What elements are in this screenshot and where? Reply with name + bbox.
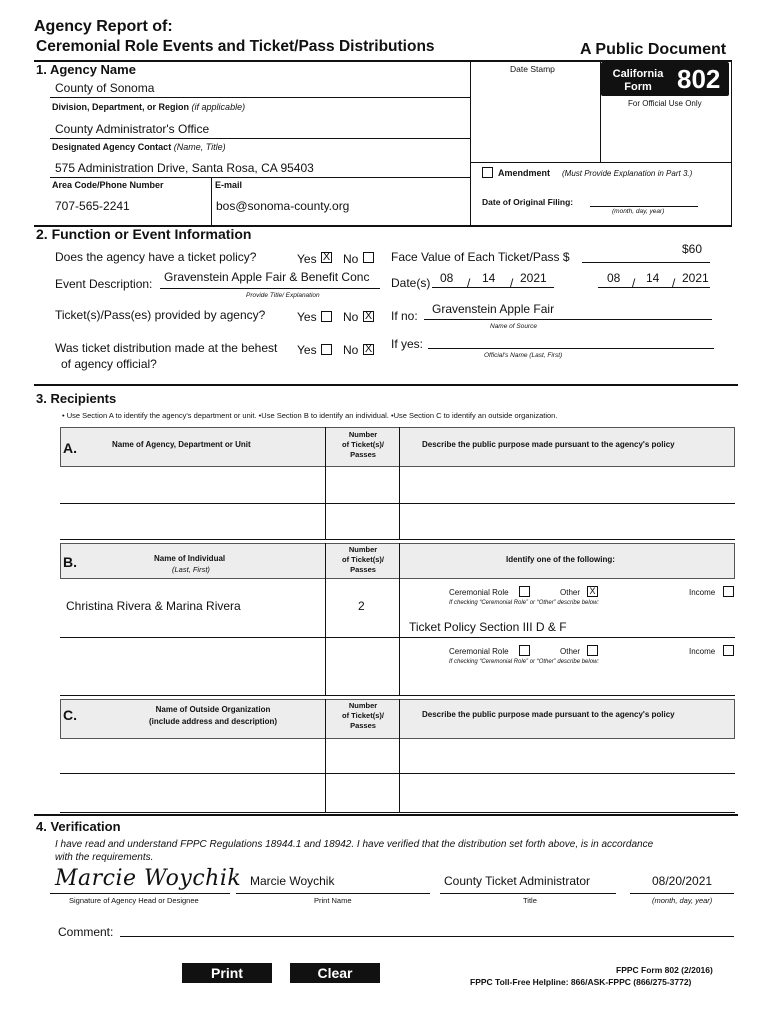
face-value-field[interactable]: $60 (682, 242, 703, 256)
section3-note: • Use Section A to identify the agency's department or unit. •Use Section B to identify an individual. •Use Section C to identify an outside organization. (62, 411, 558, 420)
agency-name-field[interactable]: County of Sonoma (55, 81, 155, 95)
signature-label: Signature of Agency Head or Designee (69, 896, 199, 905)
source-name-hint: Name of Source (490, 323, 537, 330)
table-c-col1: Name of Outside Organization (include address and description) (148, 705, 278, 726)
email-label: E-mail (215, 180, 243, 190)
comment-label: Comment: (58, 925, 114, 939)
original-filing-label: Date of Original Filing: (482, 197, 574, 207)
section2-title: 2. Function or Event Information (36, 226, 252, 242)
policy-no-label: No (343, 252, 359, 266)
recipient-count-1[interactable]: 2 (358, 599, 365, 613)
behest-question-line2: of agency official? (61, 357, 157, 371)
table-b-col1: Name of Individual (154, 554, 226, 563)
section4-title: 4. Verification (36, 819, 121, 834)
phone-label: Area Code/Phone Number (52, 180, 164, 190)
clear-button[interactable]: Clear (290, 963, 380, 983)
footer-form-id: FPPC Form 802 (2/2016) (616, 965, 713, 975)
behest-yes-label: Yes (297, 343, 317, 357)
source-name-field[interactable]: Gravenstein Apple Fair (432, 302, 555, 316)
amendment-label: Amendment (498, 168, 551, 178)
report-title-line2: Ceremonial Role Events and Ticket/Pass Distributions (36, 38, 435, 55)
dates-label: Date(s) (391, 276, 431, 290)
signed-date-label: (month, day, year) (652, 896, 713, 905)
if-yes-label: If yes: (391, 337, 424, 351)
verification-statement-1: I have read and understand FPPC Regulations 18944.1 and 18942. I have verified that the distribution set forth above, is in accordance (55, 839, 654, 850)
date2-month[interactable]: 08 (607, 271, 621, 285)
table-b-col3: Identify one of the following: (506, 555, 615, 564)
section3-title: 3. Recipients (36, 391, 117, 406)
provided-yes-checkbox[interactable] (321, 311, 332, 322)
section1-title: 1. Agency Name (36, 62, 136, 77)
footer-helpline: FPPC Toll-Free Helpline: 866/ASK-FPPC (866/275-3772) (470, 977, 692, 987)
table-b-letter: B. (63, 554, 77, 570)
row2-describe-note: If checking “Ceremonial Role” or “Other” describe below: (449, 659, 600, 665)
table-b-col1-sub: (Last, First) (172, 565, 210, 574)
tickets-provided-question: Ticket(s)/Pass(es) provided by agency? (55, 308, 266, 322)
row2-other-checkbox[interactable] (587, 645, 598, 656)
recipient-purpose-1[interactable]: Ticket Policy Section III D & F (409, 620, 567, 634)
row2-ceremonial-label: Ceremonial Role (449, 647, 509, 656)
provided-yes-label: Yes (297, 310, 317, 324)
report-title-line1: Agency Report of: (34, 18, 173, 35)
table-a-col1: Name of Agency, Department or Unit (112, 440, 251, 449)
face-value-label: Face Value of Each Ticket/Pass $ (391, 250, 570, 264)
email-field[interactable]: bos@sonoma-county.org (216, 199, 350, 213)
behest-no-label: No (343, 343, 359, 357)
policy-yes-label: Yes (297, 252, 317, 266)
title-field[interactable]: County Ticket Administrator (444, 874, 591, 888)
behest-no-checkbox[interactable]: X (364, 343, 373, 355)
date2-year[interactable]: 2021 (682, 271, 709, 285)
event-description-field[interactable]: Gravenstein Apple Fair & Benefit Conc (164, 270, 370, 284)
table-b-col2: Number of Ticket(s)/ Passes (342, 545, 384, 574)
row1-income-checkbox[interactable] (723, 586, 734, 597)
official-use-label: For Official Use Only (628, 99, 702, 108)
phone-field[interactable]: 707-565-2241 (55, 199, 130, 213)
event-description-label: Event Description: (55, 277, 153, 291)
signature-image: Marcie Woychik (55, 866, 242, 891)
provided-no-checkbox[interactable]: X (364, 310, 373, 322)
row2-other-label: Other (560, 647, 581, 656)
date2-sep1: / (632, 276, 636, 290)
original-filing-hint: (month, day, year) (612, 208, 665, 215)
date1-year[interactable]: 2021 (520, 271, 547, 285)
date2-sep2: / (672, 276, 676, 290)
row1-other-label: Other (560, 588, 581, 597)
policy-yes-checkbox[interactable]: X (322, 251, 331, 263)
row1-other-checkbox[interactable]: X (587, 586, 598, 597)
recipient-name-1[interactable]: Christina Rivera & Marina Rivera (66, 599, 241, 613)
date1-day[interactable]: 14 (482, 271, 496, 285)
print-name-label: Print Name (314, 896, 352, 905)
row2-ceremonial-checkbox[interactable] (519, 645, 530, 656)
row1-ceremonial-label: Ceremonial Role (449, 588, 509, 597)
row1-ceremonial-checkbox[interactable] (519, 586, 530, 597)
signed-date-field[interactable]: 08/20/2021 (652, 874, 713, 888)
date2-day[interactable]: 14 (646, 271, 660, 285)
date1-sep2: / (510, 276, 514, 290)
row1-income-label: Income (689, 588, 716, 597)
table-c-col3: Describe the public purpose made pursuant to the agency's policy (422, 710, 675, 719)
behest-yes-checkbox[interactable] (321, 344, 332, 355)
row2-income-label: Income (689, 647, 716, 656)
event-description-hint: Provide Title/ Explanation (246, 292, 320, 299)
table-a-letter: A. (63, 440, 77, 456)
print-button[interactable]: Print (182, 963, 272, 983)
public-document-label: A Public Document (580, 41, 727, 58)
contact-field[interactable]: 575 Administration Drive, Santa Rosa, CA 95403 (55, 161, 314, 175)
ticket-policy-question: Does the agency have a ticket policy? (55, 250, 257, 264)
table-a-col3: Describe the public purpose made pursuant to the agency's policy (422, 440, 675, 449)
print-name-field[interactable]: Marcie Woychik (250, 874, 335, 888)
verification-statement-2: with the requirements. (55, 852, 154, 863)
division-field[interactable]: County Administrator's Office (55, 122, 210, 136)
if-no-label: If no: (391, 309, 418, 323)
row2-income-checkbox[interactable] (723, 645, 734, 656)
table-a-col2: Number of Ticket(s)/ Passes (342, 430, 384, 459)
behest-question-line1: Was ticket distribution made at the behest (55, 341, 278, 355)
amendment-checkbox[interactable] (482, 167, 493, 178)
form-802-badge: California Form 802 (601, 62, 729, 96)
policy-no-checkbox[interactable] (363, 252, 374, 263)
division-label: Division, Department, or Region (if applicable) (52, 102, 246, 112)
amendment-note: (Must Provide Explanation in Part 3.) (562, 169, 693, 178)
contact-label: Designated Agency Contact (Name, Title) (52, 142, 226, 152)
date-stamp-label: Date Stamp (510, 64, 555, 74)
table-c-col2: Number of Ticket(s)/ Passes (342, 701, 384, 730)
table-c-letter: C. (63, 707, 77, 723)
row1-describe-note: If checking “Ceremonial Role” or “Other” describe below: (449, 600, 600, 606)
title-label: Title (523, 896, 537, 905)
official-name-hint: Official's Name (Last, First) (484, 352, 563, 359)
date1-sep1: / (467, 276, 471, 290)
provided-no-label: No (343, 310, 359, 324)
date1-month[interactable]: 08 (440, 271, 454, 285)
